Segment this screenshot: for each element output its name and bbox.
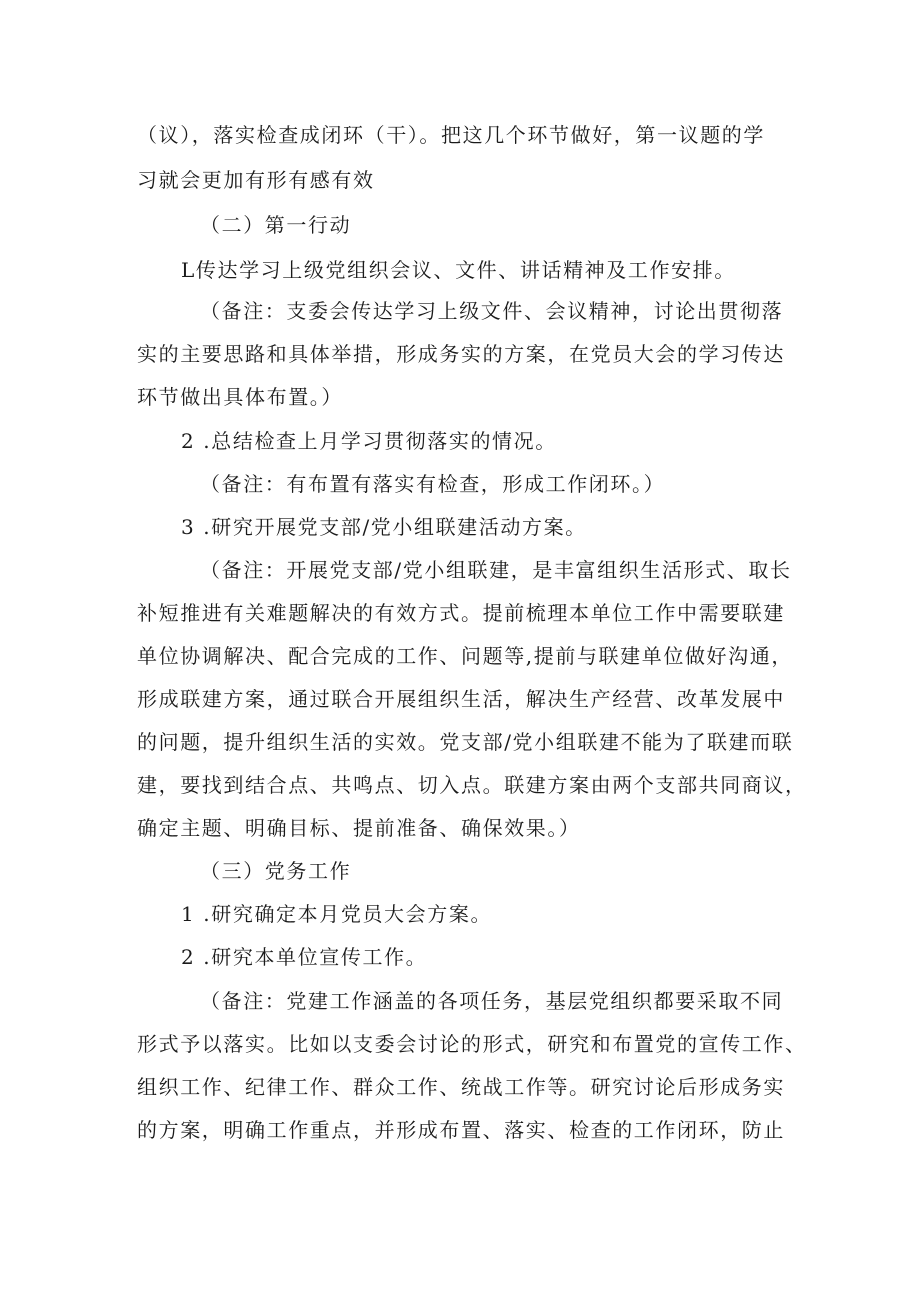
- list-item: 2 .研究本单位宣传工作。: [181, 945, 428, 969]
- note-line: 形成联建方案，通过联合开展组织生活，解决生产经营、改革发展中: [137, 687, 785, 711]
- text-line: （议），落实检查成闭环（干）。把这几个环节做好，第一议题的学: [137, 123, 765, 147]
- note-line: 补短推进有关难题解决的有效方式。提前梳理本单位工作中需要联建: [137, 601, 785, 625]
- note-line: 的问题，提升组织生活的实效。党支部/党小组联建不能为了联建而联: [137, 730, 794, 754]
- note-line: 环节做出具体布置。）: [137, 385, 343, 409]
- note-line: （备注：党建工作涵盖的各项任务，基层党组织都要采取不同: [200, 989, 784, 1013]
- note-line: 组织工作、纪律工作、群众工作、统战工作等。研究讨论后形成务实: [137, 1075, 785, 1099]
- note-line: 形式予以落实。比如以支委会讨论的形式，研究和布置党的宣传工作、: [137, 1032, 807, 1056]
- note-line: 确定主题、明确目标、提前准备、确保效果。）: [137, 816, 581, 840]
- list-item: 3 .研究开展党支部/党小组联建活动方案。: [181, 515, 587, 539]
- section-heading: （三）党务工作: [200, 859, 352, 883]
- note-line: 建，要找到结合点、共鸣点、切入点。联建方案由两个支部共同商议，: [137, 773, 807, 797]
- text-line: 习就会更加有形有感有效: [137, 168, 375, 192]
- note-line: 单位协调解决、配合完成的工作、问题等,提前与联建单位做好沟通，: [137, 644, 793, 668]
- note-line: 实的主要思路和具体举措，形成务实的方案，在党员大会的学习传达: [137, 342, 785, 366]
- list-item: 2 .总结检查上月学习贯彻落实的情况。: [181, 429, 557, 453]
- note-line: （备注：开展党支部/党小组联建，是丰富组织生活形式、取长: [200, 558, 792, 582]
- note-line: （备注：有布置有落实有检查，形成工作闭环。）: [200, 472, 666, 496]
- note-line: （备注：支委会传达学习上级文件、会议精神，讨论出贯彻落: [200, 299, 784, 323]
- list-item: L传达学习上级党组织会议、文件、讲话精神及工作安排。: [181, 258, 736, 282]
- section-heading: （二）第一行动: [200, 213, 352, 237]
- note-line: 的方案，明确工作重点，并形成布置、落实、检查的工作闭环，防止: [137, 1118, 785, 1142]
- list-item: 1 .研究确定本月党员大会方案。: [181, 902, 493, 926]
